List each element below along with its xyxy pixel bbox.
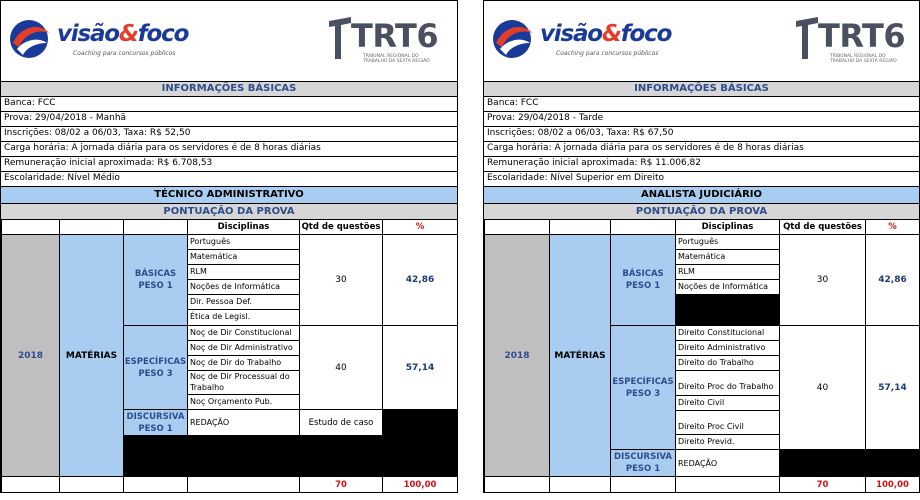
- trt-subtitle: TRIBUNAL REGIONAL DO TRABALHO DA SEXTA REGIÃO: [830, 54, 897, 64]
- carga-row: Carga horária: A jornada diária para os servidores é de 8 horas diárias: [484, 141, 919, 156]
- trt-subtitle: TRIBUNAL REGIONAL DO TRABALHO DA SEXTA REGIÃO: [363, 54, 430, 64]
- score-table: [1, 219, 457, 492]
- table-corner: [549, 219, 611, 235]
- materias-cell: MATÉRIAS: [549, 234, 611, 477]
- total-qtd: 70: [299, 476, 383, 493]
- trt-column-icon: [327, 15, 353, 61]
- score-table: [484, 219, 919, 492]
- basicas-list: [675, 234, 780, 326]
- blackout-block: [779, 449, 920, 477]
- pontuacao-header: PONTUAÇÃO DA PROVA: [484, 203, 919, 219]
- discursiva-item: REDAÇÃO: [187, 409, 300, 436]
- pontuacao-header: PONTUAÇÃO DA PROVA: [1, 203, 457, 219]
- table-corner: [610, 219, 676, 235]
- list-item: Noções de Informática: [188, 280, 299, 295]
- list-item: Noç de Dir Processual do Trabalho: [188, 371, 299, 395]
- list-item: Direito Civil: [676, 396, 779, 411]
- col-header-disciplinas: Disciplinas: [187, 219, 300, 235]
- blackout-block: [123, 435, 458, 477]
- escolaridade-row: Escolaridade: Nível Médio: [1, 171, 457, 186]
- basicas-pct: 42,86: [865, 234, 920, 326]
- col-header-disciplinas: Disciplinas: [675, 219, 780, 235]
- basicas-label: BÁSICAS PESO 1: [123, 234, 188, 326]
- especificas-list: [675, 325, 780, 450]
- list-item: Matemática: [188, 250, 299, 265]
- total-spacer: [59, 476, 124, 493]
- list-item: Noç Orçamento Pub.: [190, 397, 273, 406]
- materias-cell: MATÉRIAS: [59, 234, 124, 477]
- table-corner: [123, 219, 188, 235]
- visao-foco-tagline: Coaching para concursos públicos: [556, 50, 659, 57]
- inscricoes-row: Inscrições: 08/02 a 06/03, Taxa: R$ 52,50: [1, 126, 457, 141]
- banca-row: Banca: FCC: [484, 96, 919, 111]
- table-corner: [484, 219, 550, 235]
- prova-row: Prova: 29/04/2018 - Manhã: [1, 111, 457, 126]
- especificas-qtd: 40: [299, 325, 383, 410]
- trt-wordmark: TRT6: [351, 17, 439, 55]
- list-item: Direito Proc do Trabalho: [676, 371, 779, 396]
- list-item: Português: [676, 235, 779, 250]
- info-header: INFORMAÇÕES BÁSICAS: [1, 81, 457, 96]
- list-item: Ética de Legisl.: [190, 312, 251, 321]
- especificas-label: ESPECÍFICAS PESO 3: [610, 325, 676, 450]
- list-item: Direito Previd.: [678, 437, 735, 446]
- total-qtd: 70: [779, 476, 866, 493]
- table-corner: [59, 219, 124, 235]
- basicas-qtd: 30: [779, 234, 866, 326]
- discursiva-label: DISCURSIVA PESO 1: [610, 449, 676, 477]
- list-item: Noç de Dir Administrativo: [188, 341, 299, 356]
- logo-header: [1, 1, 457, 81]
- year-cell: 2018: [484, 234, 550, 477]
- basicas-pct: 42,86: [382, 234, 458, 326]
- blackout-block: [676, 295, 779, 325]
- trt-column-icon: [794, 15, 820, 61]
- year-cell: 2018: [1, 234, 60, 477]
- visao-foco-wordmark: visão&foco: [540, 21, 672, 47]
- especificas-qtd: 40: [779, 325, 866, 450]
- banca-row: Banca: FCC: [1, 96, 457, 111]
- escolaridade-row: Escolaridade: Nível Superior em Direito: [484, 171, 919, 186]
- table-corner: [1, 219, 60, 235]
- list-item: Noç de Dir Constitucional: [188, 326, 299, 341]
- total-spacer: [484, 476, 550, 493]
- exam-panel-analista: [483, 0, 920, 493]
- visao-foco-logo-icon: [7, 17, 55, 61]
- total-spacer: [1, 476, 60, 493]
- list-item: Direito do Trabalho: [676, 356, 779, 371]
- list-item: Noções de Informática: [676, 280, 779, 295]
- list-item: Dir. Pessoa Def.: [188, 295, 299, 310]
- list-item: Matemática: [676, 250, 779, 265]
- col-header-pct: %: [865, 219, 920, 235]
- trt-wordmark: TRT6: [818, 17, 906, 55]
- discursiva-label: DISCURSIVA PESO 1: [123, 409, 188, 436]
- col-header-qtd: Qtd de questões: [779, 219, 866, 235]
- total-pct: 100,00: [382, 476, 458, 493]
- visao-foco-tagline: Coaching para concursos públicos: [73, 50, 176, 57]
- total-spacer: [123, 476, 188, 493]
- prova-row: Prova: 29/04/2018 - Tarde: [484, 111, 919, 126]
- list-item: Direito Administrativo: [676, 341, 779, 356]
- basicas-label: BÁSICAS PESO 1: [610, 234, 676, 326]
- total-spacer: [187, 476, 300, 493]
- discursiva-qtd: Estudo de caso: [299, 409, 383, 436]
- total-spacer: [549, 476, 611, 493]
- remuneracao-row: Remuneração inicial aproximada: R$ 6.708,53: [1, 156, 457, 171]
- discursiva-item: REDAÇÃO: [675, 449, 780, 477]
- inscricoes-row: Inscrições: 08/02 a 06/03, Taxa: R$ 67,50: [484, 126, 919, 141]
- list-item: RLM: [188, 265, 299, 280]
- basicas-list: [187, 234, 300, 326]
- list-item: Português: [188, 235, 299, 250]
- cargo-header: TÉCNICO ADMINISTRATIVO: [1, 186, 457, 203]
- total-spacer: [675, 476, 780, 493]
- visao-foco-wordmark: visão&foco: [57, 21, 189, 47]
- list-item: Direito Constitucional: [676, 326, 779, 341]
- logo-header: [484, 1, 919, 81]
- list-item: Direito Proc Civil: [676, 411, 779, 435]
- basicas-qtd: 30: [299, 234, 383, 326]
- carga-row: Carga horária: A jornada diária para os servidores é de 8 horas diárias: [1, 141, 457, 156]
- list-item: Noç de Dir do Trabalho: [188, 356, 299, 371]
- col-header-pct: %: [382, 219, 458, 235]
- list-item: RLM: [676, 265, 779, 280]
- especificas-list: [187, 325, 300, 410]
- remuneracao-row: Remuneração inicial aproximada: R$ 11.006,82: [484, 156, 919, 171]
- especificas-pct: 57,14: [865, 325, 920, 450]
- total-pct: 100,00: [865, 476, 920, 493]
- info-header: INFORMAÇÕES BÁSICAS: [484, 81, 919, 96]
- especificas-pct: 57,14: [382, 325, 458, 410]
- cargo-header: ANALISTA JUDICIÁRIO: [484, 186, 919, 203]
- blackout-block: [382, 409, 458, 436]
- total-spacer: [610, 476, 676, 493]
- exam-panel-tecnico: [0, 0, 458, 493]
- col-header-qtd: Qtd de questões: [299, 219, 383, 235]
- especificas-label: ESPECÍFICAS PESO 3: [123, 325, 188, 410]
- visao-foco-logo-icon: [490, 17, 538, 61]
